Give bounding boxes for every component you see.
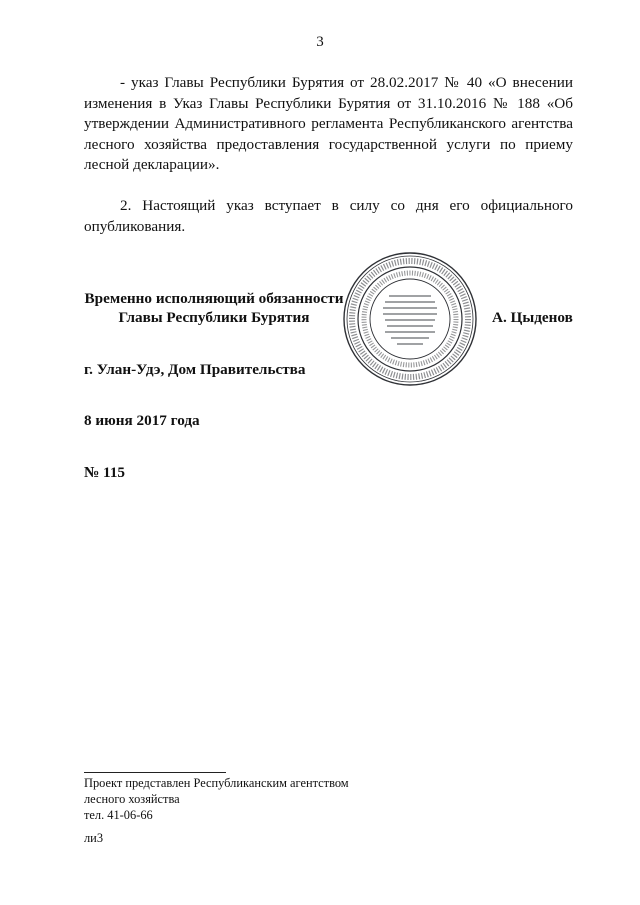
decree-number: № 115 <box>84 464 126 481</box>
executor-code: ли3 <box>84 831 104 845</box>
footnote-line-2: лесного хозяйства <box>84 792 180 806</box>
signatory-title-line-2: Главы Республики Бурятия <box>118 309 310 326</box>
footnote-phone: тел. 41-06-66 <box>84 808 153 822</box>
signing-place: г. Улан-Удэ, Дом Правительства <box>84 361 306 378</box>
footnote-divider <box>84 772 226 773</box>
signing-date: 8 июня 2017 года <box>84 412 200 429</box>
page-number: 3 <box>316 34 324 50</box>
signatory-name: А. Цыденов <box>492 309 573 326</box>
official-seal-stamp <box>341 250 479 388</box>
signatory-title-line-1: Временно исполняющий обязанности <box>84 290 344 307</box>
paragraph-repealed-decree: - указ Главы Республики Бурятия от 28.02.2017 № 40 «О внесении изменения в Указ Главы Республики Бурятия от 31.10.2016 № 188 «Об утверждении Административного регламента Республиканского агентства лесного хозяйства предоставления государственной услуги по приему лесной декларации». <box>84 74 573 173</box>
footnote-line-1: Проект представлен Республиканским агентством <box>84 776 349 790</box>
paragraph-entry-into-force: 2. Настоящий указ вступает в силу со дня его официального опубликования. <box>84 197 573 235</box>
footnote <box>84 775 349 823</box>
signatory-title <box>84 289 344 327</box>
